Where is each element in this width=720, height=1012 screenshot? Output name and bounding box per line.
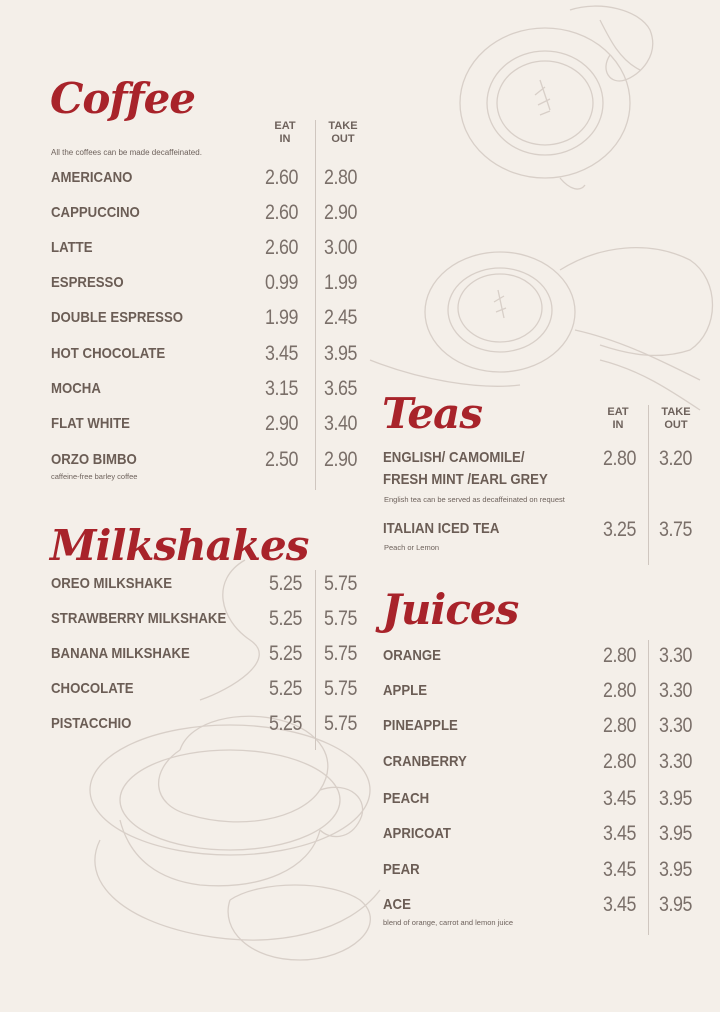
menu-item-name: AMERICANO [51,169,133,186]
menu-item-name: ORZO BIMBO [51,451,137,468]
eat-in-price: 5.25 [269,677,303,700]
take-out-price: 3.30 [659,679,693,702]
take-out-price: 3.75 [659,518,693,541]
take-out-price: 5.75 [324,642,358,665]
take-out-price: 5.75 [324,572,358,595]
eat-in-price: 2.50 [265,448,299,471]
menu-item-name: PEAR [383,861,420,878]
menu-item-name: CAPPUCCINO [51,204,140,221]
menu-item-name: PINEAPPLE [383,717,458,734]
juices-column-divider [648,640,649,935]
take-out-price: 3.40 [324,412,358,435]
menu-item-name: CHOCOLATE [51,680,134,697]
eat-in-price: 3.45 [603,822,637,845]
menu-item-name: CRANBERRY [383,753,467,770]
coffee-title: Coffee [50,74,196,123]
take-out-price: 3.30 [659,714,693,737]
menu-item-name: PEACH [383,790,430,807]
take-out-price: 3.00 [324,236,358,259]
take-out-price: 3.30 [659,750,693,773]
take-out-header: TAKE OUT [661,406,691,431]
eat-in-price: 2.80 [603,447,637,470]
eat-in-price: 3.45 [603,787,637,810]
eat-in-header: EAT IN [274,120,296,145]
eat-in-price: 0.99 [265,271,299,294]
take-out-price: 3.65 [324,377,358,400]
coffee-column-divider [315,120,316,490]
take-out-price: 5.75 [324,677,358,700]
milkshakes-column-divider [315,570,316,750]
eat-in-price: 2.60 [265,201,299,224]
take-out-price: 3.95 [659,893,693,916]
take-out-price: 2.90 [324,201,358,224]
eat-in-header: EAT IN [607,406,629,431]
eat-in-price: 3.45 [603,893,637,916]
eat-in-price: 2.60 [265,166,299,189]
take-out-price: 2.80 [324,166,358,189]
eat-in-price: 2.80 [603,679,637,702]
take-out-price: 1.99 [324,271,358,294]
take-out-price: 3.95 [659,858,693,881]
menu-item-name: DOUBLE ESPRESSO [51,309,184,326]
menu-item-name-line2: FRESH MINT /EARL GREY [383,471,548,488]
menu-item-name: ITALIAN ICED TEA [383,520,500,537]
eat-in-price: 1.99 [265,306,299,329]
eat-in-price: 5.25 [269,712,303,735]
eat-in-price: 2.90 [265,412,299,435]
teas-column-divider [648,405,649,565]
menu-item-description: blend of orange, carrot and lemon juice [383,918,514,927]
eat-in-price: 5.25 [269,572,303,595]
eat-in-price: 3.45 [603,858,637,881]
coffee-note: All the coffees can be made decaffeinated. [51,148,202,157]
menu-item-name: ORANGE [383,647,441,664]
eat-in-price: 3.25 [603,518,637,541]
eat-in-price: 3.45 [265,342,299,365]
take-out-price: 2.45 [324,306,358,329]
menu-item-description: Peach or Lemon [384,543,440,552]
take-out-price: 3.20 [659,447,693,470]
menu-item-name: MOCHA [51,380,101,397]
take-out-header: TAKE OUT [328,120,358,145]
milkshakes-title: Milkshakes [50,521,309,570]
menu-item-name: OREO MILKSHAKE [51,575,173,592]
take-out-price: 3.30 [659,644,693,667]
eat-in-price: 5.25 [269,607,303,630]
juices-title: Juices [382,585,519,634]
take-out-price: 5.75 [324,607,358,630]
menu-item-name: FLAT WHITE [51,415,130,432]
menu-item-name: APRICOAT [383,825,451,842]
menu-item-name: LATTE [51,239,93,256]
menu-item-name: ESPRESSO [51,274,124,291]
menu-item-name: ENGLISH/ CAMOMILE/ [383,449,525,466]
menu-item-name: APPLE [383,682,428,699]
menu-item-name: ACE [383,896,411,913]
take-out-price: 5.75 [324,712,358,735]
eat-in-price: 5.25 [269,642,303,665]
take-out-price: 3.95 [659,822,693,845]
eat-in-price: 3.15 [265,377,299,400]
menu-item-name: HOT CHOCOLATE [51,345,166,362]
menu-item-name: BANANA MILKSHAKE [51,645,190,662]
eat-in-price: 2.80 [603,644,637,667]
menu-item-description: caffeine-free barley coffee [51,472,138,481]
eat-in-price: 2.80 [603,714,637,737]
menu-item-name: PISTACCHIO [51,715,132,732]
take-out-price: 2.90 [324,448,358,471]
take-out-price: 3.95 [659,787,693,810]
eat-in-price: 2.60 [265,236,299,259]
menu-item-description: English tea can be served as decaffeinated on request [384,495,565,504]
teas-title: Teas [382,389,483,438]
take-out-price: 3.95 [324,342,358,365]
eat-in-price: 2.80 [603,750,637,773]
menu-item-name: STRAWBERRY MILKSHAKE [51,610,227,627]
